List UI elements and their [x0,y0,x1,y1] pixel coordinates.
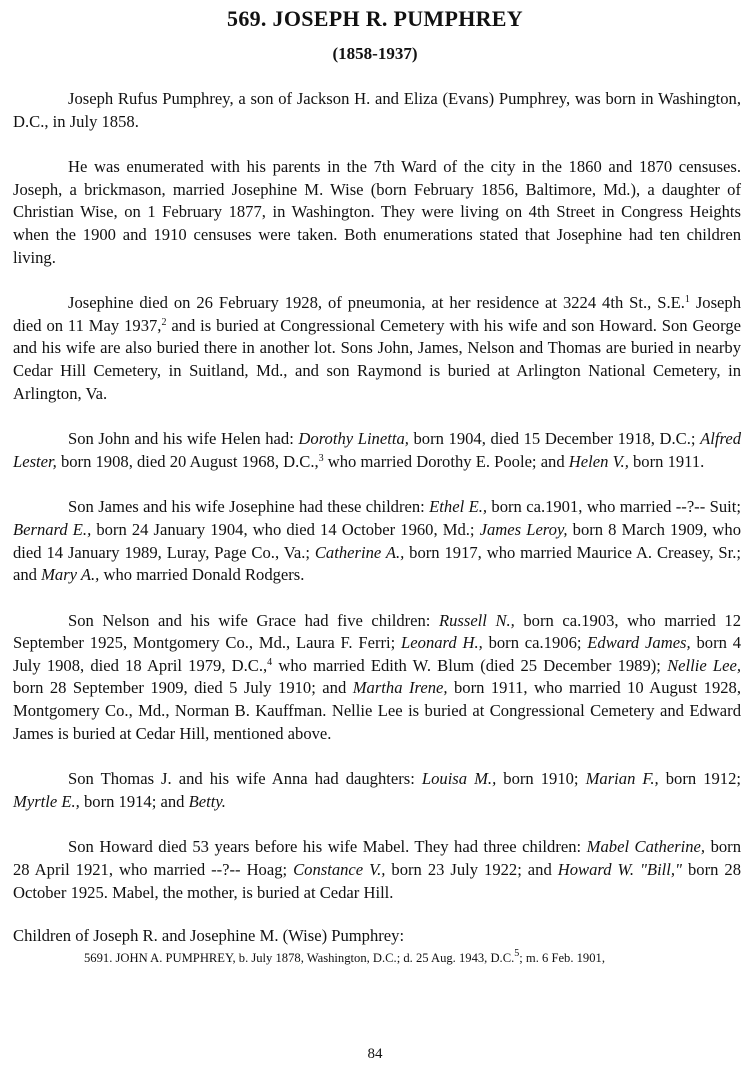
person-name: Constance V., [293,860,386,880]
text-run: Son Nelson and his wife Grace had five children: [68,610,439,630]
paragraph [13,610,741,746]
person-name: Marian F., [585,769,659,789]
person-name: James Leroy, [479,519,568,539]
text-run: ; m. 6 Feb. 1901, [519,950,605,965]
paragraph [13,88,741,133]
text-run: born 1911, who married 10 August 1928, Montgomery Co., Md., Norman B. Kauffman. Nellie Lee is buried at Congressional Cemetery and Edward James is buried at Cedar Hill, mentioned above. [13,678,741,743]
text-run: born 1911. [628,451,705,471]
person-name: Leonard H., [401,633,483,653]
text-run: born 1912; [658,769,741,789]
text-run: Son Thomas J. and his wife Anna had daughters: [68,769,422,789]
children-intro: Children of Joseph R. and Josephine M. (Wise) Pumphrey: [13,926,405,946]
person-name: Betty. [188,791,226,811]
text-run: 5691. JOHN A. PUMPHREY, b. July 1878, Washington, D.C.; d. 25 Aug. 1943, D.C. [84,950,515,965]
text-run: Son John and his wife Helen had: [68,429,299,449]
body-text [13,88,741,989]
text-run: who married Donald Rodgers. [99,565,305,585]
text-run: and is buried at Congressional Cemetery with his wife and son Howard. Son George and his wife are also buried there in another lot. Sons John, James, Nelson and Thomas are buried in nearby Cedar Hill Cemetery, in Suitland, Md., and son Raymond is buried at Arlington National Cemetery, in Arlington, Va. [13,315,741,403]
person-name: Louisa M., [421,769,497,789]
life-years: (1858-1937) [332,44,418,63]
text-run: Joseph died on 11 May 1937, [13,293,741,335]
text-run: born 28 October 1925. Mabel, the mother, is buried at Cedar Hill. [13,860,741,902]
text-run: who married Edith W. Blum (died 25 December 1989); [272,655,668,675]
person-name: Ethel E., [429,497,488,517]
text-run: born ca.1903, who married 12 September 1925, Montgomery Co., Md., Laura F. Ferri; [13,610,741,653]
text-run: He was enumerated with his parents in the 7th Ward of the city in the 1860 and 1870 censuses. Joseph, a brickmason, married Josephine M. Wise (born February 1856, Baltimore, Md.), a daughter of Christian Wise, on 1 February 1877, in Washington. They were living on 4th Street in Congress Heights when the 1900 and 1910 censuses were taken. Both enumerations stated that Josephine had ten children living. [13,157,741,267]
text-run: Josephine died on 26 February 1928, of pneumonia, at her residence at 3224 4th St., S.E. [68,293,685,313]
text-run: born 1908, died 20 August 1968, D.C., [56,451,319,471]
text-run: born 8 March 1909, who died 14 January 1989, Luray, Page Co., Va.; [13,519,741,562]
paragraph [13,768,741,813]
text-run: Son James and his wife Josephine had these children: [68,497,430,517]
footnote-marker: 3 [318,452,324,464]
paragraph [13,496,741,586]
text-run: who married Dorothy E. Poole; and [323,451,569,471]
text-run: born 1914; and [79,791,189,811]
text-run: Son Howard died 53 years before his wife Mabel. They had three children: [68,837,587,857]
person-name: Alfred Lester, [13,429,741,471]
person-name: Mary A., [41,565,100,585]
footnote-marker: 2 [161,316,167,328]
child-entry [13,947,741,966]
text-run: born 1917, who married Maurice A. Creasey, Sr.; and [13,542,741,585]
person-name: Mabel Catherine, [586,837,706,857]
text-run: born ca.1906; [482,633,588,653]
person-name: Edward James, [587,633,691,653]
person-name: Bernard E., [13,519,92,539]
page-title: 569. JOSEPH R. PUMPHREY [227,6,523,31]
person-name: Helen V., [568,451,629,471]
person-name: Catherine A., [314,542,405,562]
paragraph [13,428,741,473]
footnote-marker: 1 [684,294,690,306]
person-name: Howard W. "Bill," [557,860,683,880]
text-run: born 1910; [496,769,586,789]
paragraph [13,836,741,904]
text-run: born ca.1901, who married --?-- Suit; [487,497,741,517]
person-name: Martha Irene, [352,678,448,698]
text-run: born 28 April 1921, who married --?-- Hoag; [13,837,741,880]
text-run: born 24 January 1904, who died 14 October 1960, Md.; [91,519,480,539]
text-run: born 23 July 1922; and [385,860,558,880]
page-number: 84 [367,1046,383,1062]
person-name: Dorothy Linetta, [298,429,409,449]
text-run: born 1904, died 15 December 1918, D.C.; [408,429,701,449]
footnote-marker: 5 [514,947,520,959]
paragraph [13,156,741,269]
footnote-marker: 4 [267,656,273,668]
person-name: Nellie Lee, [667,655,741,675]
person-name: Russell N., [438,610,515,630]
text-run: born 4 July 1908, died 18 April 1979, D.C., [13,633,742,675]
text-run: born 28 September 1909, died 5 July 1910; and [13,678,353,698]
person-name: Myrtle E., [13,791,80,811]
text-run: Joseph Rufus Pumphrey, a son of Jackson H. and Eliza (Evans) Pumphrey, was born in Washington, D.C., in July 1858. [13,89,741,131]
paragraph [13,292,741,405]
